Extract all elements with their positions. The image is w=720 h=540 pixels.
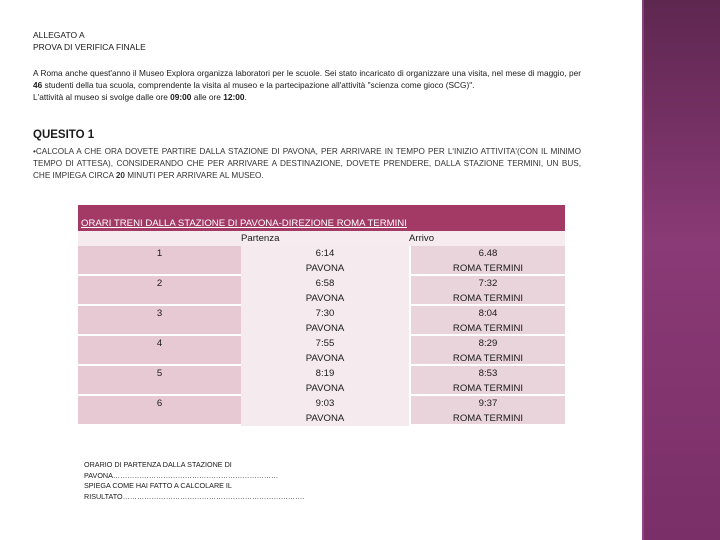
table-row — [78, 336, 565, 366]
departure-station: PAVONA — [305, 353, 345, 364]
table-title: ORARI TRENI DALLA STAZIONE DI PAVONA-DIREZIONE ROMA TERMINI — [78, 216, 565, 231]
arrival-time: 8:29 — [478, 338, 498, 349]
arrival-station: ROMA TERMINI — [452, 383, 524, 394]
departure-time: 6:14 — [315, 248, 335, 259]
table-row — [78, 396, 565, 426]
arrival-cell — [409, 306, 565, 336]
departure-cell — [241, 276, 409, 306]
answer-line-4: RISULTATO…………………………………………………………………. — [84, 491, 305, 501]
header-partenza: Partenza — [241, 233, 280, 244]
row-number: 6 — [78, 396, 241, 426]
row-number: 2 — [78, 276, 241, 306]
arrival-station: ROMA TERMINI — [452, 413, 524, 424]
row-number: 3 — [78, 306, 241, 336]
bus-minutes: 20 — [115, 171, 125, 181]
table-body — [78, 246, 565, 426]
student-count: 46 — [33, 80, 43, 91]
end-time: 12:00 — [223, 92, 245, 103]
arrival-station: ROMA TERMINI — [452, 263, 524, 274]
header-empty-cell — [78, 231, 241, 246]
arrival-time: 9:37 — [478, 398, 498, 409]
intro-text — [33, 67, 581, 104]
answer-line-1: ORARIO DI PARTENZA DALLA STAZIONE DI — [84, 460, 232, 469]
arrival-cell — [409, 246, 565, 276]
table-row — [78, 306, 565, 336]
table-top-band — [78, 205, 565, 216]
departure-time: 9:03 — [315, 398, 335, 409]
arrival-cell — [409, 366, 565, 396]
row-number: 4 — [78, 336, 241, 366]
arrival-station: ROMA TERMINI — [452, 323, 524, 334]
quesito-text: •CALCOLA A CHE ORA DOVETE PARTIRE DALLA STAZIONE DI PAVONA, PER ARRIVARE IN TEMPO PER L'INIZIO ATTIVITA'(CON IL MINIMO TEMPO DI ATTESA), CONSIDERANDO CHE PER ARRIVARE A DESTINAZIONE, DOVETE PRENDERE, DALLA STAZIONE TERMINI, UN BUS, CHE IMPIEGA CIRCA 20 MINUTI PER ARRIVARE AL MUSEO. — [33, 147, 581, 181]
arrival-cell — [409, 276, 565, 306]
arrival-cell — [409, 396, 565, 426]
row-number: 1 — [78, 246, 241, 276]
table-row — [78, 366, 565, 396]
arrival-time: 8:53 — [478, 368, 498, 379]
arrival-time: 8:04 — [478, 308, 498, 319]
departure-station: PAVONA — [305, 293, 345, 304]
train-timetable — [78, 205, 565, 426]
table-row — [78, 246, 565, 276]
arrival-time: 6.48 — [478, 248, 498, 259]
answer-section — [84, 460, 384, 502]
header-arrivo: Arrivo — [409, 233, 435, 244]
departure-time: 7:30 — [315, 308, 335, 319]
departure-cell — [241, 246, 409, 276]
answer-line-3: SPIEGA COME HAI FATTO A CALCOLARE IL — [84, 481, 232, 490]
activity-hours: L'attività al museo si svolge dalle ore 09:00 alle ore 12:00. — [33, 92, 247, 103]
quesito-title: QUESITO 1 — [33, 129, 95, 141]
decorative-side-panel — [642, 0, 720, 540]
departure-station: PAVONA — [305, 413, 345, 424]
start-time: 09:00 — [170, 92, 192, 103]
header-allegato: ALLEGATO A — [33, 30, 85, 40]
arrival-station: ROMA TERMINI — [452, 353, 524, 364]
departure-time: 8:19 — [315, 368, 335, 379]
table-row — [78, 276, 565, 306]
arrival-time: 7:32 — [478, 278, 498, 289]
departure-cell — [241, 306, 409, 336]
header-prova: PROVA DI VERIFICA FINALE — [33, 42, 146, 52]
departure-cell — [241, 396, 409, 426]
answer-line-2: PAVONA…………………………………………………………… — [84, 470, 279, 480]
document-header — [33, 29, 146, 53]
departure-cell — [241, 336, 409, 366]
arrival-cell — [409, 336, 565, 366]
departure-cell — [241, 366, 409, 396]
departure-time: 6:58 — [315, 278, 335, 289]
arrival-station: ROMA TERMINI — [452, 293, 524, 304]
departure-station: PAVONA — [305, 383, 345, 394]
intro-paragraph: A Roma anche quest'anno il Museo Explora organizza laboratori per le scuole. Sei stato incaricato di organizzare una visita, nel mese di maggio, per 46 studenti della tua scuola, comprendente la visita al museo e la partecipazione all'attività "scienza come gioco (SCG)". — [33, 68, 581, 91]
table-column-headers — [78, 231, 565, 246]
departure-station: PAVONA — [305, 323, 345, 334]
row-number: 5 — [78, 366, 241, 396]
departure-station: PAVONA — [305, 263, 345, 274]
departure-time: 7:55 — [315, 338, 335, 349]
